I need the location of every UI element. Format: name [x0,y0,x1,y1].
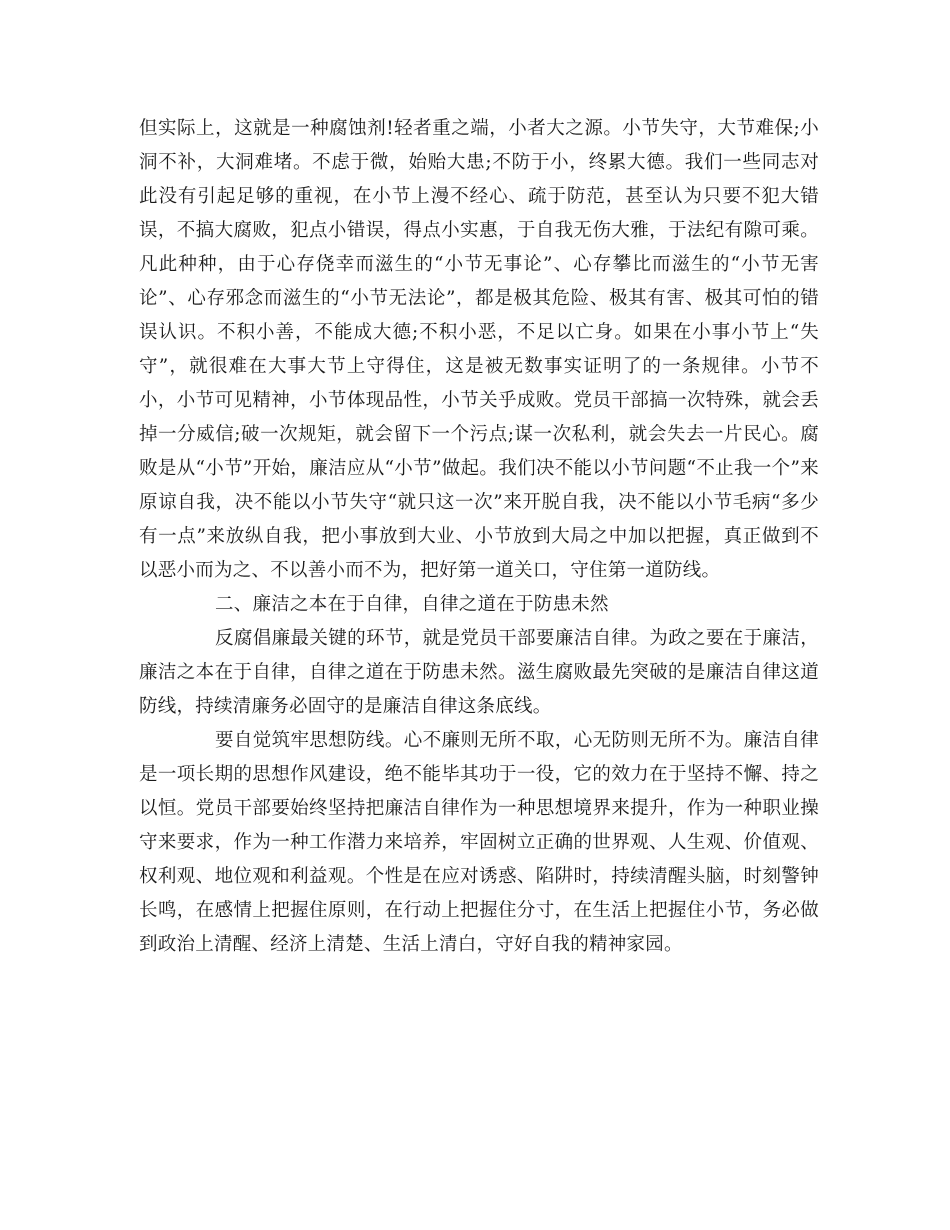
body-paragraph-2: 反腐倡廉最关键的环节，就是党员干部要廉洁自律。为政之要在于廉洁，廉洁之本在于自律，自律之道在于防患未然。滋生腐败最先突破的是廉洁自律这道防线，持续清廉务必固守的是廉洁自律这条底线。 [139,628,819,717]
body-paragraph-1: 但实际上，这就是一种腐蚀剂!轻者重之端，小者大之源。小节失守，大节难保;小洞不补，大洞难堵。不虑于微，始贻大患;不防于小，终累大德。我们一些同志对此没有引起足够的重视，在小节上漫不经心、疏于防范，甚至认为只要不犯大错误，不搞大腐败，犯点小错误，得点小实惠，于自我无伤大雅，于法纪有隙可乘。凡此种种，由于心存侥幸而滋生的“小节无事论”、心存攀比而滋生的“小节无害论”、心存邪念而滋生的“小节无法论”，都是极其危险、极其有害、极其可怕的错误认识。不积小善，不能成大德;不积小恶，不足以亡身。如果在小事小节上“失守”，就很难在大事大节上守得住，这是被无数事实证明了的一条规律。小节不小，小节可见精神，小节体现品性，小节关乎成败。党员干部搞一次特殊，就会丢掉一分威信;破一次规矩，就会留下一个污点;谋一次私利，就会失去一片民心。腐败是从“小节”开始，廉洁应从“小节”做起。我们决不能以小节问题“不止我一个”来原谅自我，决不能以小节失守“就只这一次”来开脱自我，决不能以小节毛病“多少有一点”来放纵自我，把小事放到大业、小节放到大局之中加以把握，真正做到不以恶小而为之、不以善小而不为，把好第一道关口，守住第一道防线。 [139,118,819,581]
document-body [139,112,819,962]
body-paragraph-3: 要自觉筑牢思想防线。心不廉则无所不取，心无防则无所不为。廉洁自律是一项长期的思想作风建设，绝不能毕其功于一役，它的效力在于坚持不懈、持之以恒。党员干部要始终坚持把廉洁自律作为一种思想境界来提升，作为一种职业操守来要求，作为一种工作潜力来培养，牢固树立正确的世界观、人生观、价值观、权利观、地位观和利益观。个性是在应对诱惑、陷阱时，持续清醒头脑，时刻警钟长鸣，在感情上把握住原则，在行动上把握住分寸，在生活上把握住小节，务必做到政治上清醒、经济上清楚、生活上清白，守好自我的精神家园。 [139,730,819,955]
section-heading-2: 二、廉洁之本在于自律，自律之道在于防患未然 [215,594,609,615]
